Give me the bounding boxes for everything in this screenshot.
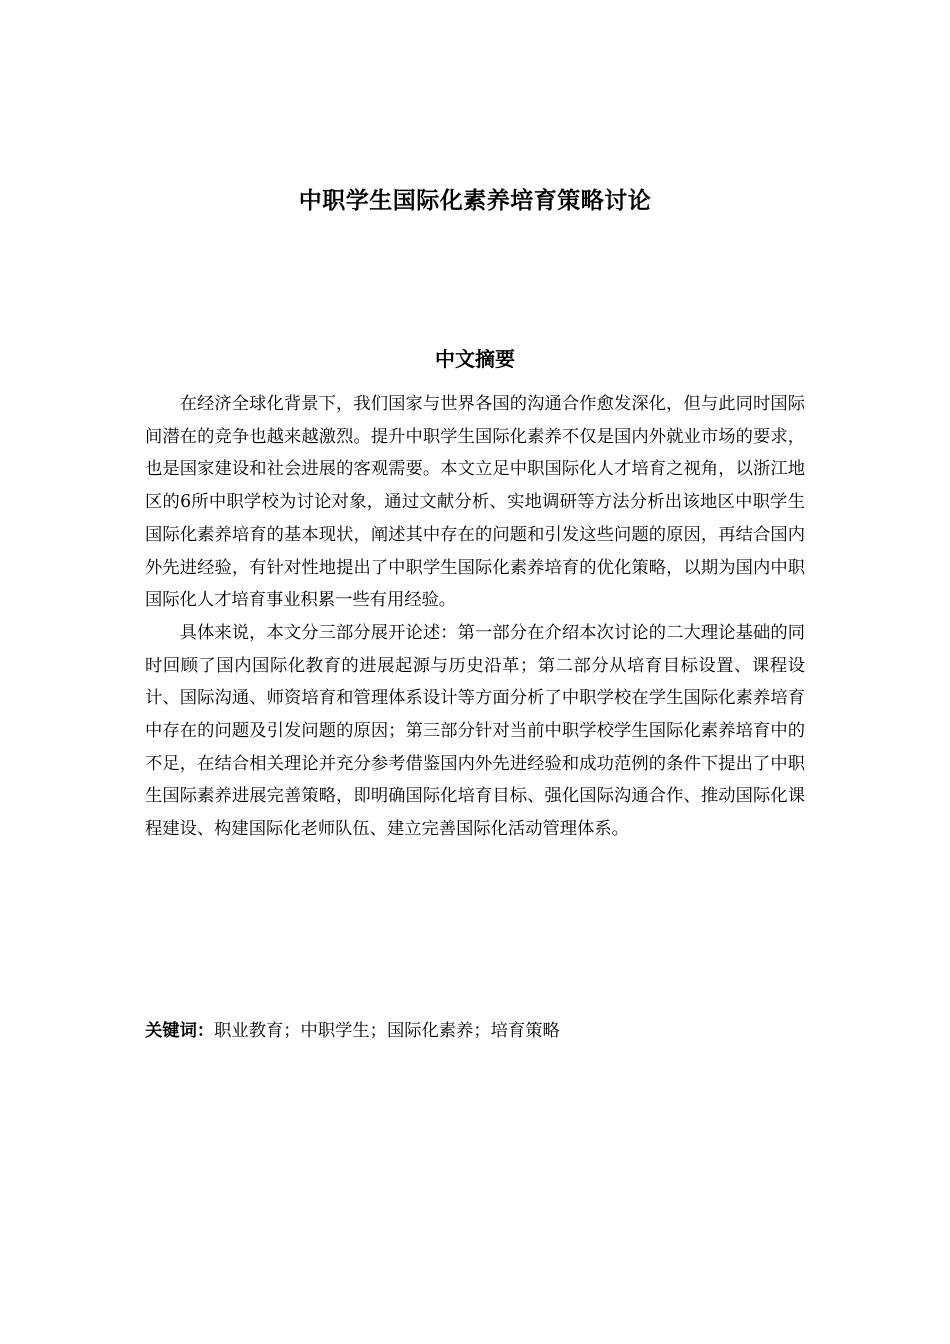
- keywords-value: 职业教育；中职学生；国际化素养；培育策略: [214, 1021, 560, 1041]
- keywords-line: [145, 1015, 805, 1047]
- abstract-paragraph-2: 具体来说，本文分三部分展开论述：第一部分在介绍本次讨论的二大理论基础的同时回顾了国内国际化教育的进展起源与历史沿革；第二部分从培育目标设置、课程设计、国际沟通、师资培育和管理体系设计等方面分析了中职学校在学生国际化素养培育中存在的问题及引发问题的原因；第三部分针对当前中职学校学生国际化素养培育中的不足，在结合相关理论并充分参考借鉴国内外先进经验和成功范例的条件下提出了中职生国际素养进展完善策略，即明确国际化培育目标、强化国际沟通合作、推动国际化课程建设、构建国际化老师队伍、建立完善国际化活动管理体系。: [145, 622, 805, 840]
- abstract-heading: 中文摘要: [435, 347, 515, 371]
- abstract-paragraph-1: 在经济全球化背景下，我们国家与世界各国的沟通合作愈发深化，但与此同时国际间潜在的竞争也越来越激烈。提升中职学生国际化素养不仅是国内外就业市场的要求，也是国家建设和社会进展的客观需要。本文立足中职国际化人才培育之视角，以浙江地区的6所中职学校为讨论对象，通过文献分析、实地调研等方法分析出该地区中职学生国际化素养培育的基本现状，阐述其中存在的问题和引发这些问题的原因，再结合国内外先进经验，有针对性地提出了中职学生国际化素养培育的优化策略，以期为国内中职国际化人才培育事业积累一些有用经验。: [145, 394, 805, 611]
- document-title: 中职学生国际化素养培育策略讨论: [298, 188, 652, 214]
- abstract-body: [145, 388, 805, 846]
- keywords-label: 关键词：: [145, 1021, 215, 1041]
